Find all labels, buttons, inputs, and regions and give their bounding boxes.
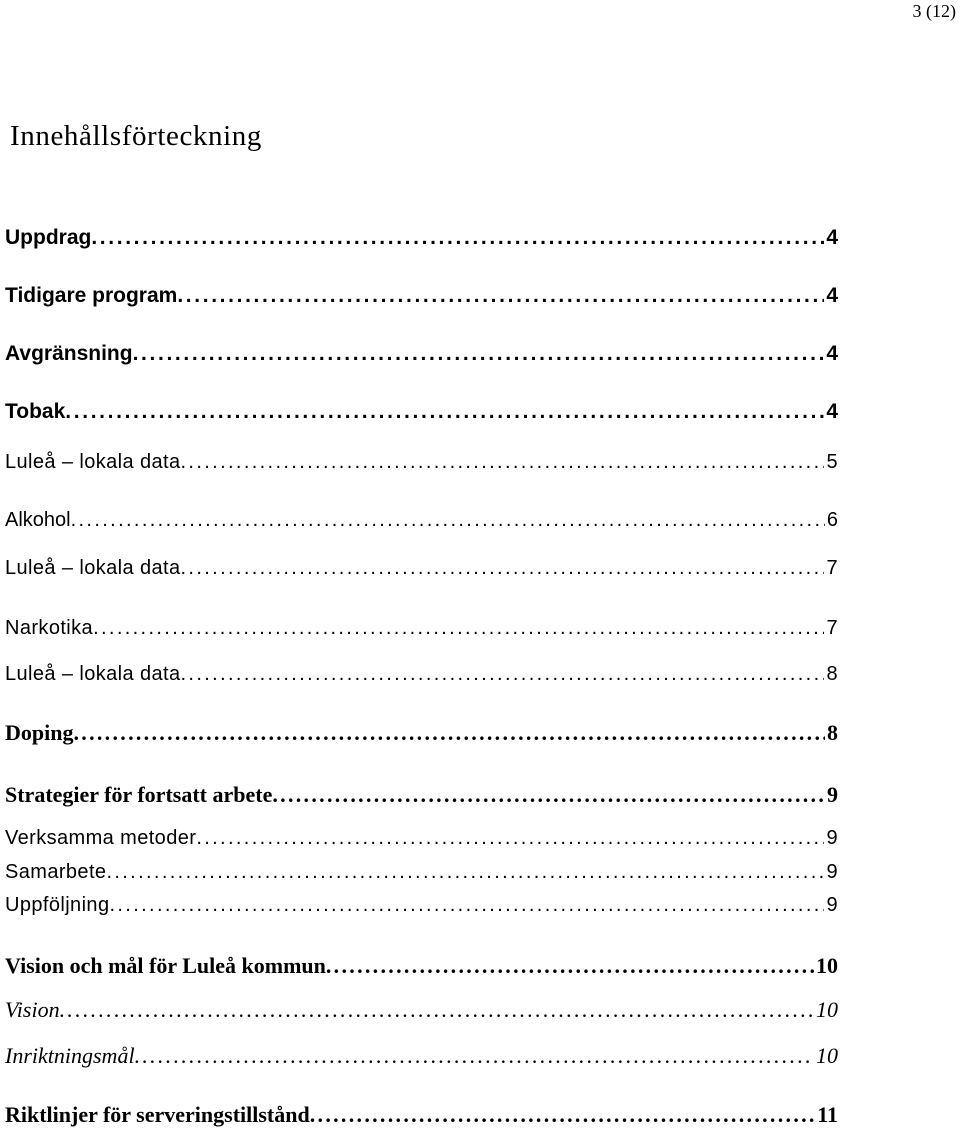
dot-leader bbox=[135, 1042, 814, 1070]
toc-entry-page: 4 bbox=[826, 284, 838, 307]
toc-entry[interactable] bbox=[5, 448, 838, 476]
toc-entry[interactable] bbox=[5, 506, 838, 534]
page-number: 3 (12) bbox=[912, 1, 956, 21]
toc-entry-page: 7 bbox=[826, 557, 838, 579]
table-of-contents bbox=[5, 0, 838, 1133]
toc-entry-label: Alkohol bbox=[5, 509, 71, 531]
toc-entry-page: 4 bbox=[826, 342, 838, 365]
dot-leader bbox=[181, 660, 825, 688]
toc-entry-label: Tobak bbox=[5, 400, 66, 423]
toc-entry[interactable] bbox=[5, 614, 838, 642]
toc-entry-label: Doping bbox=[5, 720, 74, 745]
toc-entry-page: 4 bbox=[826, 400, 838, 423]
dot-leader bbox=[181, 448, 825, 476]
toc-entry[interactable] bbox=[5, 781, 838, 809]
toc-entry-page: 9 bbox=[827, 782, 838, 807]
toc-entry-page: 4 bbox=[826, 226, 838, 249]
toc-entry[interactable] bbox=[5, 282, 838, 310]
dot-leader bbox=[310, 1101, 815, 1129]
toc-entry-page: 9 bbox=[826, 861, 838, 883]
toc-entry-page: 10 bbox=[816, 997, 838, 1022]
dot-leader bbox=[93, 614, 824, 642]
toc-entry[interactable] bbox=[5, 996, 838, 1024]
toc-entry-page: 10 bbox=[816, 1043, 838, 1068]
dot-leader bbox=[71, 506, 825, 534]
dot-leader bbox=[133, 340, 825, 368]
toc-entry-page: 6 bbox=[826, 509, 838, 531]
toc-entry[interactable] bbox=[5, 858, 838, 886]
toc-entry-page: 10 bbox=[816, 953, 838, 978]
toc-entry-label: Verksamma metoder bbox=[5, 827, 197, 849]
toc-entry[interactable] bbox=[5, 1042, 838, 1070]
toc-entry[interactable] bbox=[5, 1101, 838, 1129]
toc-entry[interactable] bbox=[5, 398, 838, 426]
toc-entry-page: 7 bbox=[826, 617, 838, 639]
toc-entry-page: 9 bbox=[826, 894, 838, 916]
dot-leader bbox=[65, 398, 824, 426]
toc-entry-label: Luleå – lokala data bbox=[5, 663, 181, 685]
toc-entry-page: 5 bbox=[826, 451, 838, 473]
toc-entry-label: Narkotika bbox=[5, 617, 94, 639]
toc-entry[interactable] bbox=[5, 340, 838, 368]
toc-entry-label: Avgränsning bbox=[5, 342, 133, 365]
toc-entry[interactable] bbox=[5, 952, 838, 980]
dot-leader bbox=[91, 224, 824, 252]
toc-entry-label: Vision och mål för Luleå kommun bbox=[5, 953, 326, 978]
toc-entry-label: Strategier för fortsatt arbete bbox=[5, 782, 273, 807]
toc-entry-label: Uppdrag bbox=[5, 226, 92, 249]
toc-entry[interactable] bbox=[5, 891, 838, 919]
toc-entry-label: Uppföljning bbox=[5, 894, 110, 916]
toc-entry[interactable] bbox=[5, 660, 838, 688]
dot-leader bbox=[106, 858, 824, 886]
toc-entry-label: Tidigare program bbox=[5, 284, 178, 307]
toc-entry-page: 8 bbox=[826, 663, 838, 685]
dot-leader bbox=[181, 554, 825, 582]
dot-leader bbox=[73, 719, 825, 747]
toc-entry[interactable] bbox=[5, 719, 838, 747]
toc-entry-page: 8 bbox=[827, 720, 838, 745]
dot-leader bbox=[326, 952, 814, 980]
toc-entry-label: Inriktningsmål bbox=[5, 1043, 135, 1068]
toc-entry[interactable] bbox=[5, 554, 838, 582]
toc-entry-label: Luleå – lokala data bbox=[5, 557, 181, 579]
toc-entry-page: 9 bbox=[826, 827, 838, 849]
toc-entry-label: Luleå – lokala data bbox=[5, 451, 181, 473]
toc-entry[interactable] bbox=[5, 824, 838, 852]
toc-entry[interactable] bbox=[5, 224, 838, 252]
dot-leader bbox=[196, 824, 824, 852]
toc-entry-label: Samarbete bbox=[5, 861, 107, 883]
dot-leader bbox=[177, 282, 824, 310]
dot-leader bbox=[60, 996, 814, 1024]
dot-leader bbox=[109, 891, 824, 919]
toc-entry-page: 11 bbox=[817, 1102, 838, 1127]
toc-entry-label: Vision bbox=[5, 997, 60, 1022]
toc-title: Innehållsförteckning bbox=[10, 120, 262, 152]
dot-leader bbox=[272, 781, 825, 809]
toc-entry-label: Riktlinjer för serveringstillstånd bbox=[5, 1102, 310, 1127]
